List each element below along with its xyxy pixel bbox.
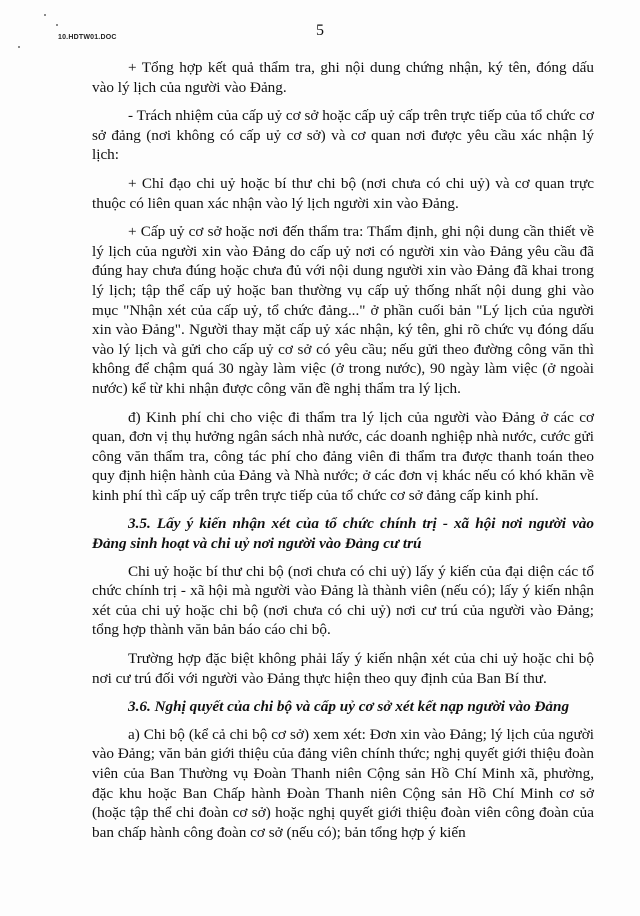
paragraph: đ) Kinh phí chi cho việc đi thẩm tra lý lịch của người vào Đảng ở các cơ quan, đơn vị thụ hưởng ngân sách nhà nước, các doanh nghiệp nhà nước, cước gửi công văn thẩm tra, công tác phí cho đảng viên đi thẩm tra được thanh toán theo quy định hiện hành của Đảng và Nhà nước; ở các đơn vị khác nếu có khó khăn về kinh phí thì cấp uỷ cấp trên trực tiếp của tổ chức cơ sở đảng cấp kinh phí. [92, 408, 594, 504]
document-body [92, 58, 594, 851]
paragraph: + Chỉ đạo chi uỷ hoặc bí thư chi bộ (nơi chưa có chi uỷ) và cơ quan trực thuộc có liên quan xác nhận vào lý lịch người xin vào Đảng. [92, 174, 594, 212]
paragraph: Trường hợp đặc biệt không phải lấy ý kiến nhận xét của chi uỷ hoặc chi bộ nơi cư trú đối với người vào Đảng thực hiện theo quy định của Ban Bí thư. [92, 650, 594, 687]
scan-speck [44, 14, 46, 16]
paragraph: + Tổng hợp kết quả thẩm tra, ghi nội dung chứng nhận, ký tên, đóng dấu vào lý lịch của người vào Đảng. [92, 59, 594, 96]
scan-speck [18, 46, 20, 48]
section-heading: 3.5. Lấy ý kiến nhận xét của tổ chức chính trị - xã hội nơi người vào Đảng sinh hoạt và chi uỷ nơi người vào Đảng cư trú [92, 515, 594, 553]
page-number: 5 [316, 22, 324, 39]
paragraph: + Cấp uỷ cơ sở hoặc nơi đến thẩm tra: Thẩm định, ghi nội dung cần thiết về lý lịch của người xin vào Đảng do cấp uỷ nơi có người xin vào Đảng yêu cầu đã đúng hay chưa đúng hoặc chưa đủ với nội dung người xin vào Đảng đã khai trong lý lịch; tập thể cấp uỷ hoặc ban thường vụ cấp uỷ thống nhất nội dung ghi vào mục "Nhận xét của cấp uỷ, tổ chức đảng..." ở phần cuối bản "Lý lịch của người xin vào Đảng". Người thay mặt cấp uỷ xác nhận, ký tên, ghi rõ chức vụ đóng dấu vào lý lịch và gửi cho cấp uỷ cơ sở có yêu cầu; nếu gửi theo đường công văn thì không để chậm quá 30 ngày làm việc (ở trong nước), 90 ngày làm việc (ở ngoài nước) kể từ khi nhận được công văn đề nghị thẩm tra lý lịch. [92, 223, 594, 397]
paragraph: Chi uỷ hoặc bí thư chi bộ (nơi chưa có chi uỷ) lấy ý kiến của đại diện các tổ chức chính trị - xã hội mà người vào Đảng là thành viên (nếu có); lấy ý kiến nhận xét của chi uỷ hoặc chi bộ (nơi chưa có chi uỷ) nơi cư trú của người vào Đảng; tổng hợp thành văn bản báo cáo chi bộ. [92, 562, 594, 639]
file-label: 10.HDTW01.DOC [58, 34, 117, 41]
paragraph: - Trách nhiệm của cấp uỷ cơ sở hoặc cấp uỷ cấp trên trực tiếp của tổ chức cơ sở đảng (nơi không có cấp uỷ cơ sở) và cơ quan nơi được yêu cầu xác nhận lý lịch: [92, 107, 594, 164]
section-heading: 3.6. Nghị quyết của chi bộ và cấp uỷ cơ sở xét kết nạp người vào Đảng [128, 698, 570, 716]
paragraph: a) Chi bộ (kể cả chi bộ cơ sở) xem xét: Đơn xin vào Đảng; lý lịch của người vào Đảng; văn bản giới thiệu của đảng viên chính thức; nghị quyết giới thiệu đoàn viên của Ban Thường vụ Đoàn Thanh niên Cộng sản Hồ Chí Minh xã, phường, đặc khu hoặc Ban Chấp hành Đoàn Thanh niên Cộng sản Hồ Chí Minh cơ sở (hoặc tập thể chi đoàn cơ sở) hoặc nghị quyết giới thiệu đoàn viên công đoàn của ban chấp hành công đoàn cơ sở (nếu có); bản tổng hợp ý kiến [92, 725, 594, 841]
